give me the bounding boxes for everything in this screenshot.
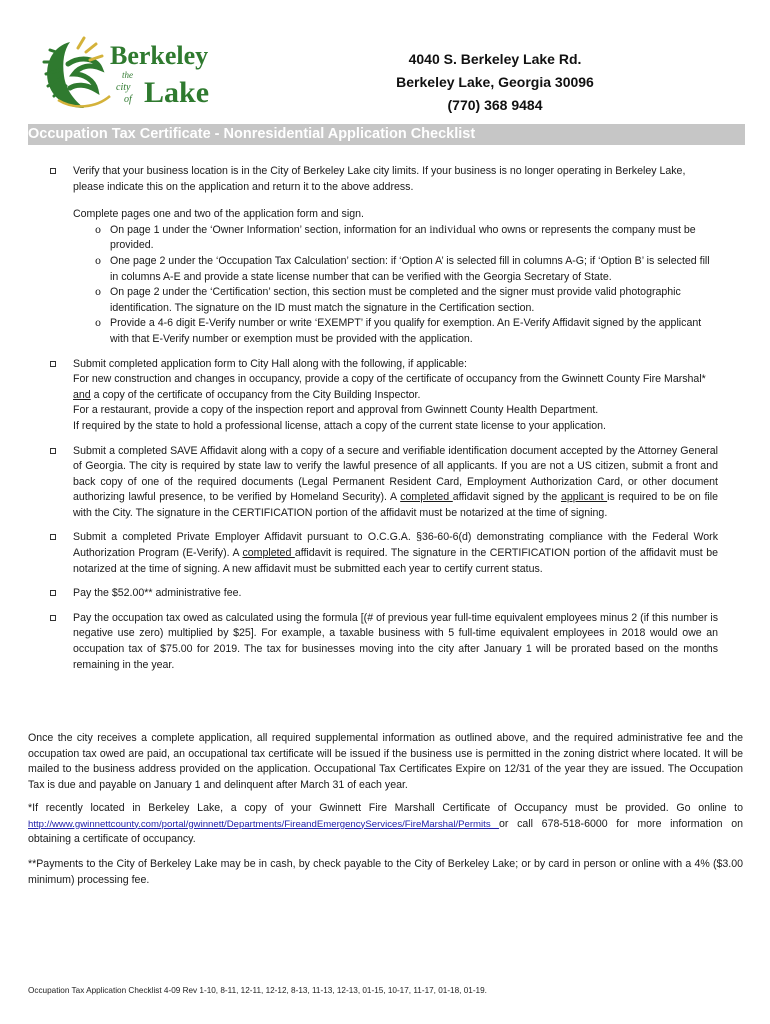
payments-note: **Payments to the City of Berkeley Lake may be in cash, by check payable to the City of Berkeley Lake; or by card in person or online with a 4% ($3.00 minimum) processing fee. xyxy=(28,858,743,886)
sub-text: Provide a 4-6 digit E-Verify number or write ‘EXEMPT’ if you qualify for exemption. An E-Verify Affidavit signed by the applicant with that E-Verify number or exemption must be provided with the application. xyxy=(110,317,702,345)
item-text: Submit completed application form to City Hall along with the following, if applicable: xyxy=(73,357,467,370)
city-logo-graphic xyxy=(40,34,240,114)
sub-item-tax-calculation xyxy=(73,254,718,285)
item-text: Pay the $52.00** administrative fee. xyxy=(73,587,242,600)
checkbox-icon xyxy=(50,590,56,596)
checklist-item-employer-affidavit: Submit a completed Private Employer Affidavit pursuant to O.C.G.A. §36-60-6(d) demonstrating compliance with the Federal Work Authorization Program (E-Verify). A completed affidavit is required. The signature in the CERTIFICATION portion of the affidavit must be notarized at the time of signing. A new affidavit must be submitted each year to certify current status. xyxy=(28,530,718,577)
item-text: Pay the occupation tax owed as calculated using the formula [(# of previous year full-time equivalent employees minus 2 (if this number is negative use zero) multiplied by $25]. For example, a taxable business with 5 full-time equivalent employees in 2018 would owe an occupation tax of $75.00 for 2019. The tax for businesses moving into the city after January 1 will be prorated based on the months remaining in the year. xyxy=(73,611,718,671)
logo-word-of: of xyxy=(124,94,132,105)
note-text: or call 678-518-6000 for more information on obtaining a certificate of occupancy. xyxy=(28,817,743,846)
sub-list xyxy=(73,223,718,348)
sub-text-emphasis: individual xyxy=(429,223,476,236)
logo-word-lake: Lake xyxy=(144,76,210,109)
leaf-emblem-icon xyxy=(44,38,110,108)
checklist-item-save-affidavit: Submit a completed SAVE Affidavit along with a copy of a secure and verifiable identification document accepted by the Attorney General of Georgia. The city is required by state law to verify the lawful presence of all applicants. If you are not a US citizen, submit a front and back copy of one of the required documents (Legal Permanent Resident Card, Employment Authorization Card, or other document authorizing lawful presence, to be verified by Homeland Security). A completed affidavit signed by the applicant is required to be on file with the City. The signature in the CERTIFICATION portion of the affidavit must be notarized at the time of signing. xyxy=(28,444,718,522)
document-footer: Occupation Tax Application Checklist 4-09 Rev 1-10, 8-11, 12-11, 12-12, 8-13, 11-13, 12-13, 01-15, 10-17, 11-17, 01-18, 01-19. xyxy=(28,986,487,995)
city-address xyxy=(375,48,615,117)
sub-item-e-verify xyxy=(73,316,718,347)
sub-text: On page 1 under the ‘Owner Information’ section, information for an xyxy=(110,223,430,236)
sub-item-certification xyxy=(73,285,718,316)
sub-text: One page 2 under the ‘Occupation Tax Calculation’ section: if ‘Option A’ is selected fill in columns A-G; if ‘Option B’ is selected fill in columns A-E and provide a state license number that can be verified with the Georgia Secretary of State. xyxy=(110,254,710,283)
sub-text: who owns or represents the company must be provided. xyxy=(110,223,696,252)
bullet-icon: o xyxy=(95,287,102,299)
checkbox-icon xyxy=(50,534,56,540)
checkbox-icon xyxy=(50,448,56,454)
logo-word-the: the xyxy=(122,70,133,80)
logo-word-berkeley: Berkeley xyxy=(110,41,209,70)
item-text-occupancy: For new construction and changes in occupancy, provide a copy of the certificate of occupancy from the Gwinnett County Fire Marshal* and a copy of the certificate of occupancy from the City Building Inspector. xyxy=(73,373,706,401)
application-checklist xyxy=(28,164,718,682)
bullet-icon: o xyxy=(95,255,102,267)
checkbox-icon xyxy=(50,168,56,174)
bullet-icon: o xyxy=(95,224,102,236)
address-phone: (770) 368 9484 xyxy=(447,97,543,113)
completion-paragraph: Once the city receives a complete application, all required supplemental information as outlined above, and the required administrative fee and the occupation tax owed are paid, an occupational tax certificate will be issued if the business use is permitted in the zoning district where located. It will be mailed to the business address provided on the application. Occupational Tax Certificates Expire on 12/31 of the year they are issued. The Occupation Tax is due and payable on January 1 and delinquent after March 31 of each year. xyxy=(28,732,743,791)
sub-text: On page 2 under the ‘Certification’ section, this section must be completed and the signer must provide valid photographic identification. The signature on the ID must match the signature in the Certification section. xyxy=(110,286,681,314)
checkbox-icon xyxy=(50,615,56,621)
item-text-restaurant: For a restaurant, provide a copy of the inspection report and approval from Gwinnett County Health Department. xyxy=(73,404,599,417)
item-text: Verify that your business location is in the City of Berkeley Lake city limits. If your business is no longer operating in Berkeley Lake, please indicate this on the application and return it to the above address. xyxy=(73,165,686,193)
logo-word-city: city xyxy=(116,82,131,93)
item-text-license: If required by the state to hold a professional license, attach a copy of the current state license to your application. xyxy=(73,419,606,432)
sub-item-owner-info xyxy=(73,223,718,254)
address-street: 4040 S. Berkeley Lake Rd. xyxy=(408,51,582,67)
fire-marshal-note xyxy=(28,801,743,848)
sub-intro: Complete pages one and two of the application form and sign. xyxy=(73,208,364,221)
checklist-item-submit-form xyxy=(28,357,718,435)
checklist-item-occupation-tax xyxy=(28,611,718,673)
gwinnett-permits-link[interactable]: http://www.gwinnettcounty.com/portal/gwinnett/Departments/FireandEmergencyServices/FireMarshal/Permits xyxy=(28,818,500,830)
checklist-item-verify-location xyxy=(28,164,718,348)
page-title: Occupation Tax Certificate - Nonresidential Application Checklist xyxy=(28,124,745,145)
checklist-item-admin-fee xyxy=(28,586,718,602)
note-text: *If recently located in Berkeley Lake, a copy of your Gwinnett Fire Marshall Certificate of Occupancy must be provided. Go online to xyxy=(28,802,743,814)
bullet-icon: o xyxy=(95,318,102,330)
address-city-state: Berkeley Lake, Georgia 30096 xyxy=(396,74,594,90)
city-logo xyxy=(40,34,240,114)
checkbox-icon xyxy=(50,361,56,367)
